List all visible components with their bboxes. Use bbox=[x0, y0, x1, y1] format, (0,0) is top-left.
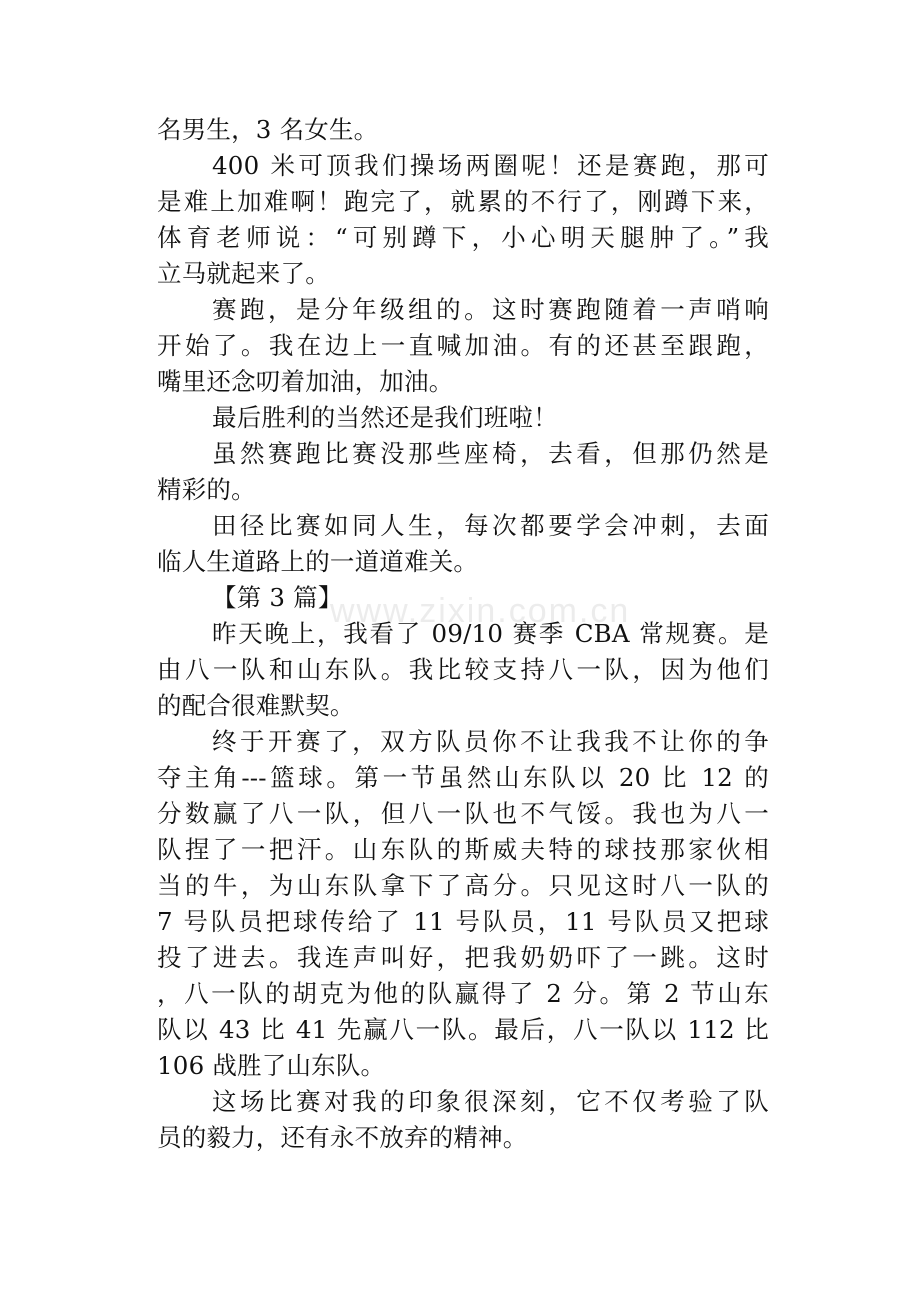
paragraph-first-line: 最后胜利的当然还是我们班啦！ bbox=[212, 403, 558, 432]
text-line: 分数赢了八一队，但八一队也不气馁。我也为八一 bbox=[157, 799, 769, 828]
watermark: www.zixin.com.cn bbox=[330, 592, 631, 630]
text-line: 投了进去。我连声叫好，把我奶奶吓了一跳。这时 bbox=[157, 943, 769, 972]
text-line: 体育老师说：“可别蹲下，小心明天腿肿了。”我 bbox=[157, 223, 769, 252]
text-line: 立马就起来了。 bbox=[157, 259, 330, 288]
text-line: 是难上加难啊！跑完了，就累的不行了，刚蹲下来， bbox=[157, 187, 769, 216]
paragraph-first-line: 终于开赛了，双方队员你不让我我不让你的争 bbox=[212, 727, 769, 756]
text-line: 的配合很难默契。 bbox=[157, 691, 355, 720]
paragraph-first-line: 400 米可顶我们操场两圈呢！还是赛跑，那可 bbox=[212, 151, 769, 180]
text-line: 嘴里还念叨着加油，加油。 bbox=[157, 367, 454, 396]
paragraph-first-line: 虽然赛跑比赛没那些座椅，去看，但那仍然是 bbox=[212, 439, 769, 468]
text-line: 开始了。我在边上一直喊加油。有的还甚至跟跑， bbox=[157, 331, 769, 360]
text-line: 7 号队员把球传给了 11 号队员，11 号队员又把球 bbox=[157, 907, 769, 936]
text-line: ，八一队的胡克为他的队赢得了 2 分。第 2 节山东 bbox=[157, 979, 769, 1008]
paragraph-first-line: 赛跑，是分年级组的。这时赛跑随着一声哨响 bbox=[212, 295, 769, 324]
section-heading: 【第 3 篇】 bbox=[212, 583, 343, 612]
text-line: 名男生，3 名女生。 bbox=[157, 115, 379, 144]
paragraph-first-line: 田径比赛如同人生，每次都要学会冲刺，去面 bbox=[212, 511, 769, 540]
text-line: 由八一队和山东队。我比较支持八一队，因为他们 bbox=[157, 655, 769, 684]
text-line: 临人生道路上的一道道难关。 bbox=[157, 547, 479, 576]
text-line: 106 战胜了山东队。 bbox=[157, 1051, 386, 1080]
text-line: 精彩的。 bbox=[157, 475, 256, 504]
text-line: 队捏了一把汗。山东队的斯威夫特的球技那家伙相 bbox=[157, 835, 769, 864]
paragraph-first-line: 这场比赛对我的印象很深刻，它不仅考验了队 bbox=[212, 1087, 769, 1116]
text-line: 队以 43 比 41 先赢八一队。最后，八一队以 112 比 bbox=[157, 1015, 769, 1044]
text-line: 当的牛，为山东队拿下了高分。只见这时八一队的 bbox=[157, 871, 769, 900]
text-line: 员的毅力，还有永不放弃的精神。 bbox=[157, 1123, 528, 1152]
paragraph-first-line: 昨天晚上，我看了 09/10 赛季 CBA 常规赛。是 bbox=[212, 619, 769, 648]
text-line: 夺主角---篮球。第一节虽然山东队以 20 比 12 的 bbox=[157, 763, 769, 792]
